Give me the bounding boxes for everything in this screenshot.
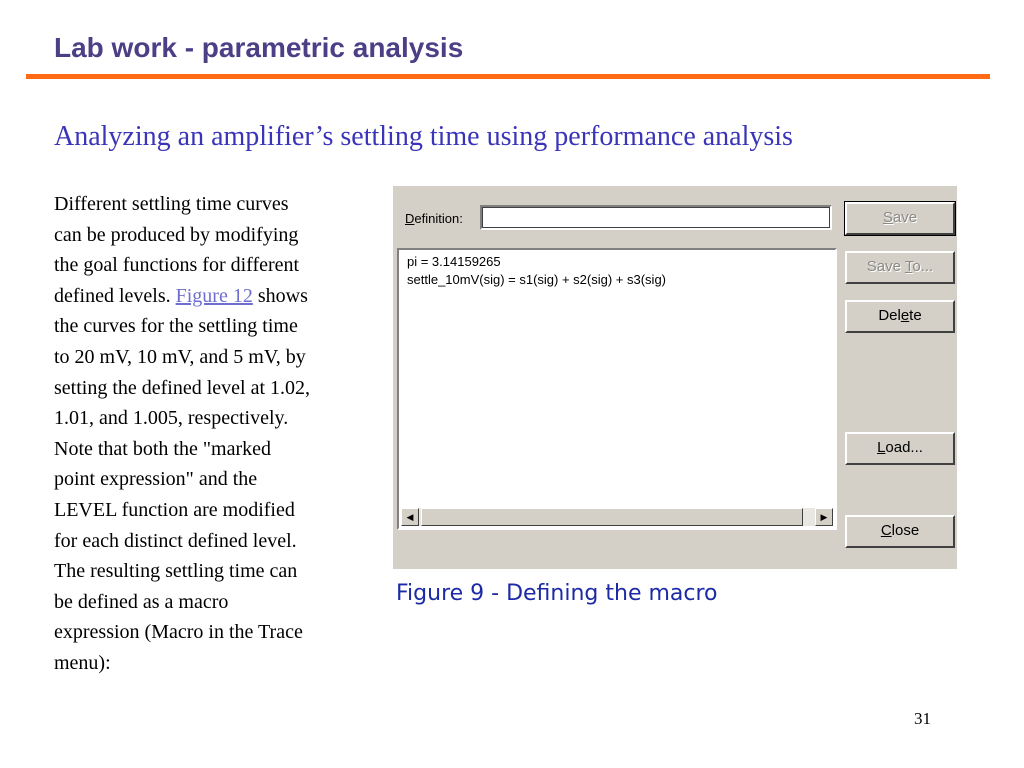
save-to-button[interactable]: Save To... xyxy=(845,251,955,284)
delete-button[interactable]: Delete xyxy=(845,300,955,333)
body-line: LEVEL function are modified xyxy=(54,498,295,521)
body-line: menu): xyxy=(54,651,111,674)
macro-list-item[interactable]: settle_10mV(sig) = s1(sig) + s2(sig) + s3(sig) xyxy=(407,272,667,287)
definition-input[interactable] xyxy=(480,205,832,230)
body-line: point expression" and the xyxy=(54,468,258,491)
slide-title: Lab work - parametric analysis xyxy=(54,32,464,63)
figure-caption: Figure 9 - Defining the macro xyxy=(396,581,718,606)
body-paragraph xyxy=(54,189,372,679)
definition-label: Definition: xyxy=(405,211,463,226)
body-line: be defined as a macro xyxy=(54,590,229,613)
scroll-thumb[interactable] xyxy=(421,508,803,526)
scroll-right-button[interactable] xyxy=(815,508,833,526)
body-line: can be produced by modifying xyxy=(54,223,299,246)
scroll-left-button[interactable] xyxy=(401,508,419,526)
body-line: the curves for the settling time xyxy=(54,315,298,338)
body-text-area xyxy=(54,189,372,689)
macro-list-item[interactable]: pi = 3.14159265 xyxy=(407,254,501,269)
macro-dialog xyxy=(393,186,957,569)
close-button[interactable]: Close xyxy=(845,515,955,548)
body-line: to 20 mV, 10 mV, and 5 mV, by xyxy=(54,345,306,368)
macro-list[interactable] xyxy=(397,248,837,530)
body-line: 1.01, and 1.005, respectively. xyxy=(54,407,289,430)
save-button[interactable]: Save xyxy=(845,202,955,235)
body-line: Different settling time curves xyxy=(54,193,289,215)
body-line: for each distinct defined level. xyxy=(54,529,297,552)
body-line: The resulting settling time can xyxy=(54,560,298,583)
slide-subtitle: Analyzing an amplifier’s settling time using performance analysis xyxy=(54,121,793,152)
body-line: expression (Macro in the Trace xyxy=(54,621,303,644)
body-line-tail: shows xyxy=(257,284,308,307)
load-button[interactable]: Load... xyxy=(845,432,955,465)
page-number: 31 xyxy=(914,709,931,728)
left-arrow-icon: ◀ xyxy=(406,512,414,522)
right-arrow-icon: ▶ xyxy=(820,512,828,522)
horizontal-scrollbar[interactable] xyxy=(401,508,833,526)
body-line: defined levels. xyxy=(54,284,171,307)
body-line: Note that both the "marked xyxy=(54,437,271,460)
body-line-with-link xyxy=(54,281,372,312)
figure-12-link[interactable]: Figure 12 xyxy=(175,284,253,307)
body-line: the goal functions for different xyxy=(54,254,300,277)
title-rule xyxy=(26,74,990,79)
body-line: setting the defined level at 1.02, xyxy=(54,376,311,399)
